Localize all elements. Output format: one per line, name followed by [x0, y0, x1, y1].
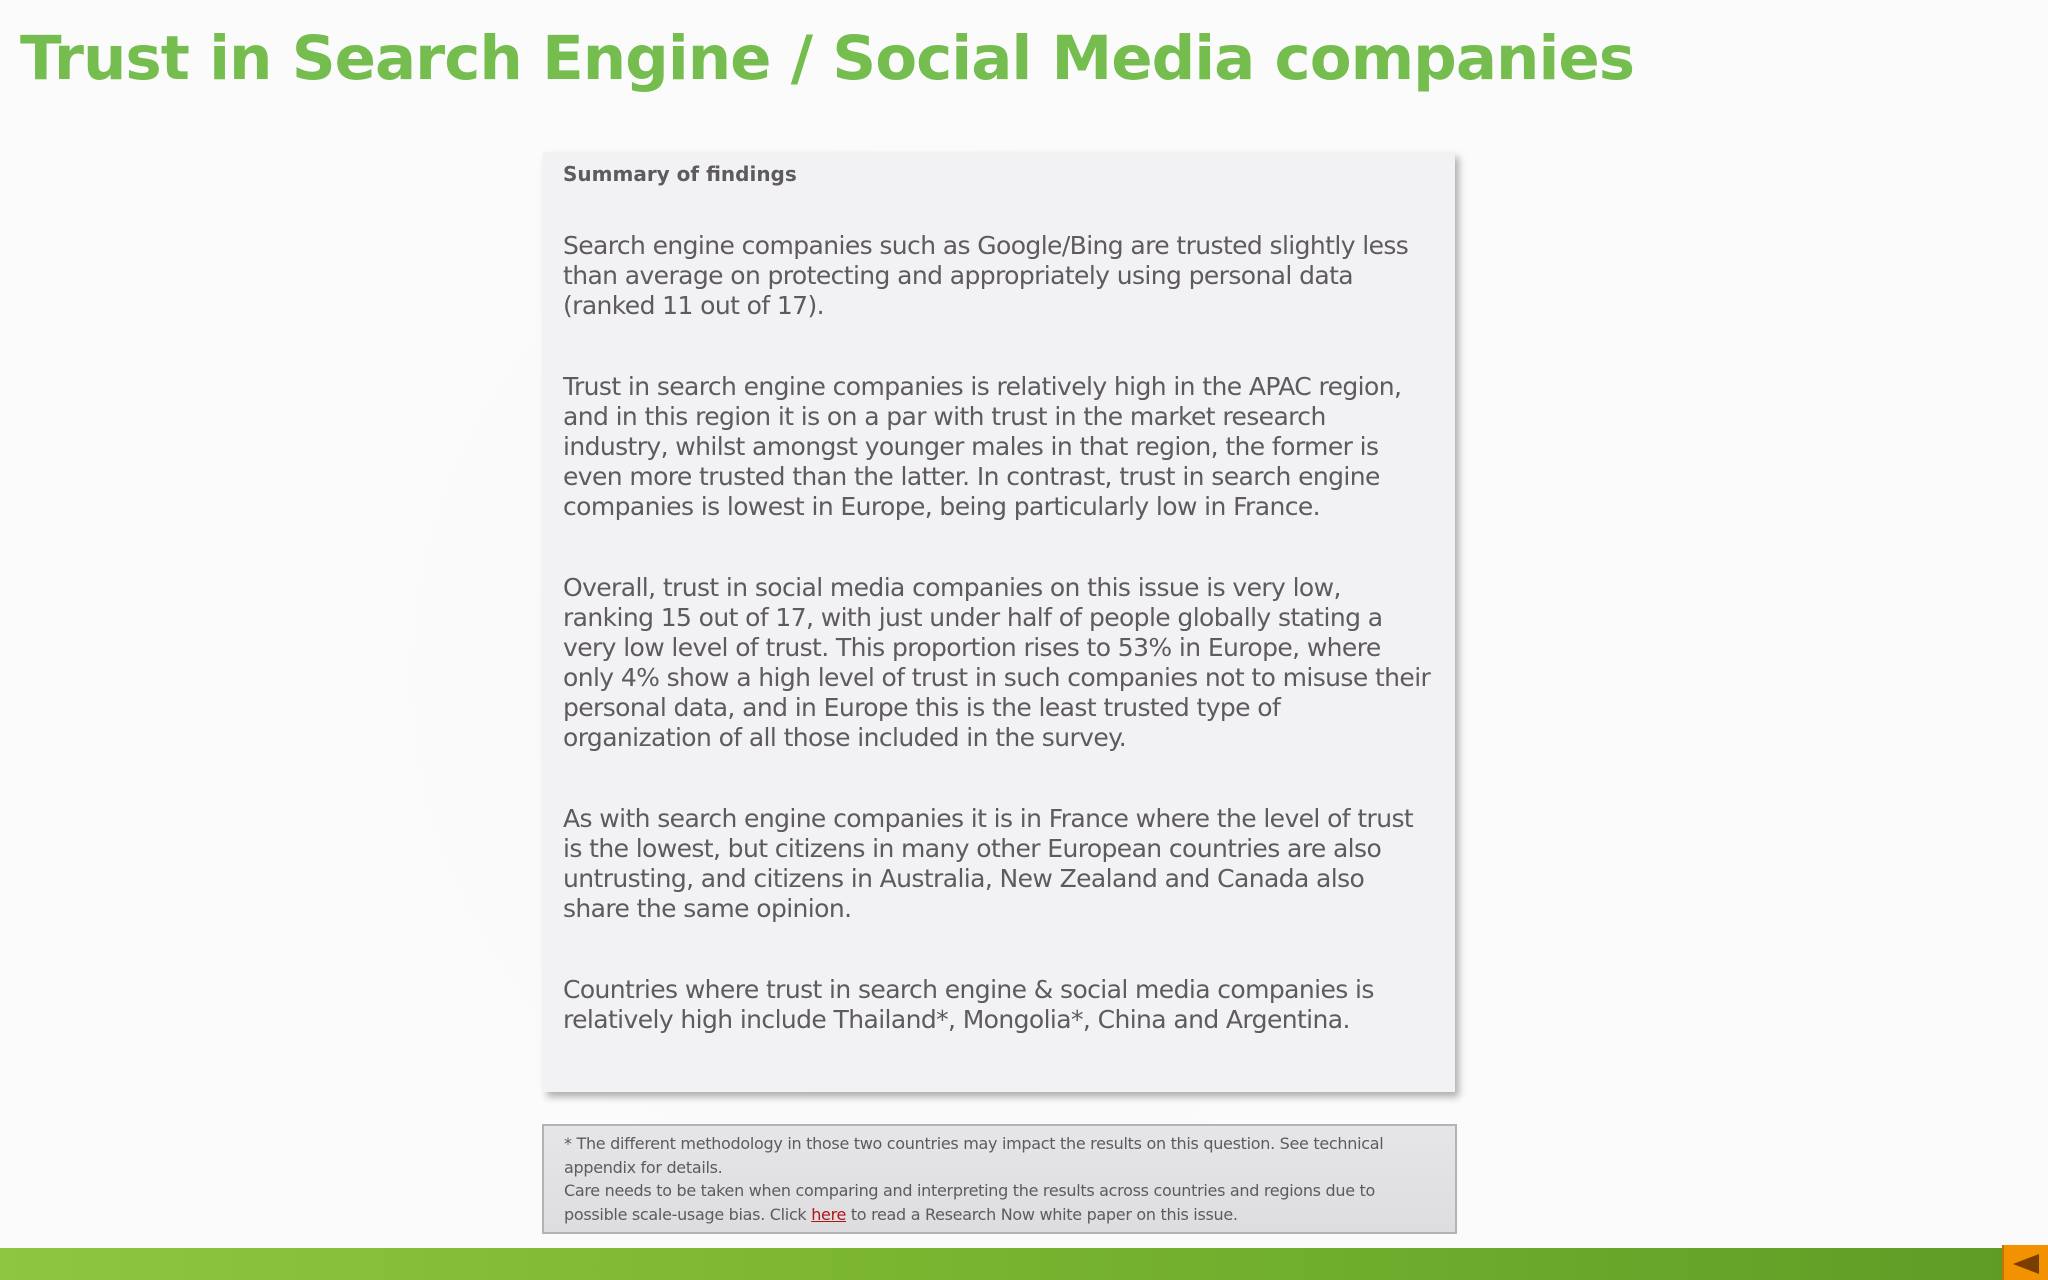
footnote-panel: [542, 1124, 1457, 1234]
summary-paragraph: Search engine companies such as Google/Bing are trusted slightly less than average on protecting and appropriately using personal data (ranked 11 out of 17).: [563, 231, 1409, 320]
methodology-note: * The different methodology in those two countries may impact the results on this question. See technical appendix for details.: [564, 1134, 1384, 1177]
summary-paragraph: Trust in search engine companies is relatively high in the APAC region, and in this region it is on a par with trust in the market research industry, whilst amongst younger males in that region, the former is even more trusted than the latter. In contrast, trust in search engine companies is lowest in Europe, being particularly low in France.: [563, 372, 1402, 521]
bottom-bar: [0, 1248, 2048, 1280]
scale-bias-note-text-end: to read a Research Now white paper on this issue.: [846, 1204, 1238, 1224]
previous-slide-button[interactable]: [2002, 1245, 2048, 1280]
scale-bias-note: [564, 1179, 1437, 1226]
summary-heading: Summary of findings: [563, 162, 797, 186]
summary-panel: [543, 152, 1455, 1092]
page-title: Trust in Search Engine / Social Media companies: [20, 23, 1635, 94]
white-paper-link[interactable]: here: [811, 1204, 847, 1224]
summary-paragraph: Countries where trust in search engine & social media companies is relatively high include Thailand*, Mongolia*, China and Argentina.: [563, 975, 1374, 1034]
triangle-left-icon: [2013, 1254, 2039, 1274]
scale-bias-note-text: Care needs to be taken when comparing and interpreting the results across countries and regions due to possible scale-usage bias. Click: [564, 1181, 1375, 1224]
summary-paragraph: As with search engine companies it is in France where the level of trust is the lowest, but citizens in many other European countries are also untrusting, and citizens in Australia, New Zealand and Canada also share the same opinion.: [563, 804, 1414, 923]
summary-paragraph: Overall, trust in social media companies on this issue is very low, ranking 15 out of 17, with just under half of people globally stating a very low level of trust. This proportion rises to 53% in Europe, where only 4% show a high level of trust in such companies not to misuse their personal data, and in Europe this is the least trusted type of organization of all those included in the survey.: [563, 573, 1431, 752]
